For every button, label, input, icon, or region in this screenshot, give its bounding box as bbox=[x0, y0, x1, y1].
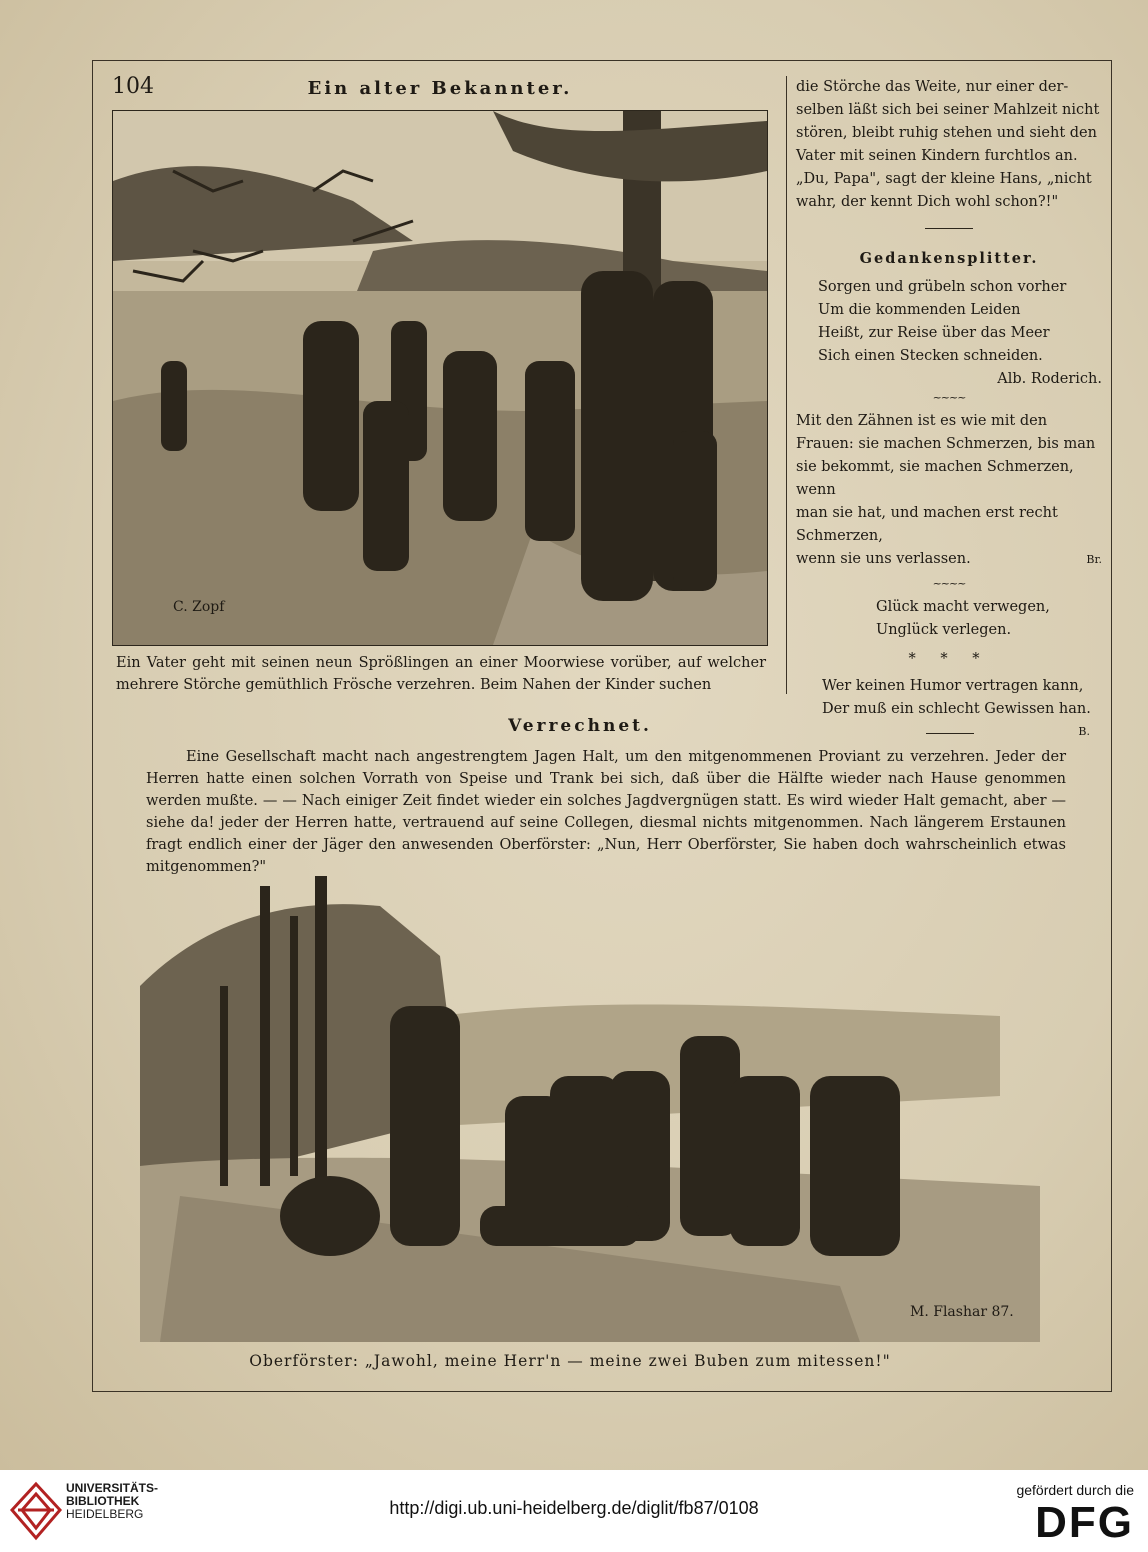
storks-caption: Ein Vater geht mit seinen neun Sprößlingen an einer Moorwiese vorüber, auf welcher mehrere Störche gemüthlich Frösche verzehren. Beim Nahen der Kinder suchen bbox=[116, 655, 766, 693]
poem-line: Der muß ein schlecht Gewissen han. bbox=[822, 701, 1091, 717]
poem-line: Unglück verlegen. bbox=[876, 622, 1012, 638]
section-title-gedankensplitter: Gedankensplitter. bbox=[859, 250, 1039, 267]
library-name-line: BIBLIOTHEK bbox=[66, 1494, 140, 1508]
wavy-rule: ~~~~ bbox=[932, 391, 966, 404]
prose-line: Mit den Zähnen ist es wie mit den bbox=[796, 413, 1048, 429]
funding-label: gefördert durch die bbox=[1016, 1482, 1134, 1498]
continuation-line: „Du, Papa", sagt der kleine Hans, „nicht bbox=[796, 171, 1092, 187]
hunters-caption: Oberförster: „Jawohl, meine Herr'n — meine zwei Buben zum mitessen!" bbox=[249, 1352, 891, 1370]
column-divider bbox=[786, 76, 787, 694]
article-body-verrechnet bbox=[146, 746, 1066, 878]
poem-author: Alb. Roderich. bbox=[997, 371, 1102, 387]
continuation-line: wahr, der kennt Dich wohl schon?!" bbox=[796, 194, 1059, 210]
permalink-url[interactable]: http://digi.ub.uni-heidelberg.de/diglit/fb87/0108 bbox=[389, 1498, 759, 1518]
dfg-logo: DFG bbox=[1035, 1498, 1134, 1547]
viewer-footer bbox=[0, 1470, 1148, 1552]
continuation-line: selben läßt sich bei seiner Mahlzeit nicht bbox=[796, 102, 1100, 118]
poem-line: Wer keinen Humor vertragen kann, bbox=[822, 678, 1084, 694]
article-title-verrechnet: Verrechnet. bbox=[508, 716, 652, 736]
poem-line: Sorgen und grübeln schon vorher bbox=[818, 279, 1067, 295]
article-paragraph: Eine Gesellschaft macht nach angestrengtem Jagen Halt, um den mitgenommenen Proviant zu verzehren. Jeder der Herren hatte einen solchen Vorrath von Speise und Trank bei sich, daß über die Hälfte wieder nach Hause genommen werden mußte. — — Nach einiger Zeit findet wieder ein solches Jagdvergnügen statt. Es wird wieder Halt gemacht, aber — siehe da! jeder der Herren hatte, vertrauend auf seine Collegen, diesmal nichts mitgenommen. Nach längerem Erstaunen fragt endlich einer der Jäger den anwesenden Oberförster: „Nun, Herr Oberförster, Sie haben doch wahrscheinlich etwas mitgenommen?" bbox=[146, 749, 1066, 875]
poem-author: B. bbox=[1078, 725, 1090, 738]
prose-line: sie bekommt, sie machen Schmerzen, wenn bbox=[796, 459, 1074, 498]
library-name-line: UNIVERSITÄTS- bbox=[66, 1481, 159, 1495]
poem-line: Glück macht verwegen, bbox=[876, 599, 1050, 615]
illustration-storks-family bbox=[112, 110, 768, 646]
continuation-line: stören, bleibt ruhig stehen und sieht den bbox=[796, 125, 1097, 141]
prose-line bbox=[796, 548, 1102, 571]
prose-line: Frauen: sie machen Schmerzen, bis man bbox=[796, 436, 1096, 452]
poem-line: Sich einen Stecken schneiden. bbox=[818, 348, 1043, 364]
poem-line: Um die kommenden Leiden bbox=[818, 302, 1021, 318]
poem-line: Heißt, zur Reise über das Meer bbox=[818, 325, 1050, 341]
prose-line: man sie hat, und machen erst recht Schmerzen, bbox=[796, 505, 1058, 544]
wavy-rule: ~~~~ bbox=[932, 577, 966, 590]
prose-last-line: wenn sie uns verlassen. bbox=[796, 551, 971, 567]
illustration-signature: C. Zopf bbox=[173, 599, 225, 615]
continuation-line: die Störche das Weite, nur einer der- bbox=[796, 79, 1069, 95]
library-name-line: HEIDELBERG bbox=[66, 1507, 144, 1521]
right-column bbox=[796, 76, 1102, 741]
illustration-signature: M. Flashar 87. bbox=[910, 1304, 1014, 1320]
page-number: 104 bbox=[112, 74, 154, 99]
continuation-line: Vater mit seinen Kindern furchtlos an. bbox=[796, 148, 1078, 164]
illustration-hunters bbox=[140, 866, 1040, 1342]
article-title-ein-alter-bekannter: Ein alter Bekannter. bbox=[307, 78, 573, 99]
section-rule bbox=[926, 733, 974, 734]
asterism: * * * bbox=[908, 651, 990, 667]
prose-author: Br. bbox=[1086, 553, 1102, 566]
